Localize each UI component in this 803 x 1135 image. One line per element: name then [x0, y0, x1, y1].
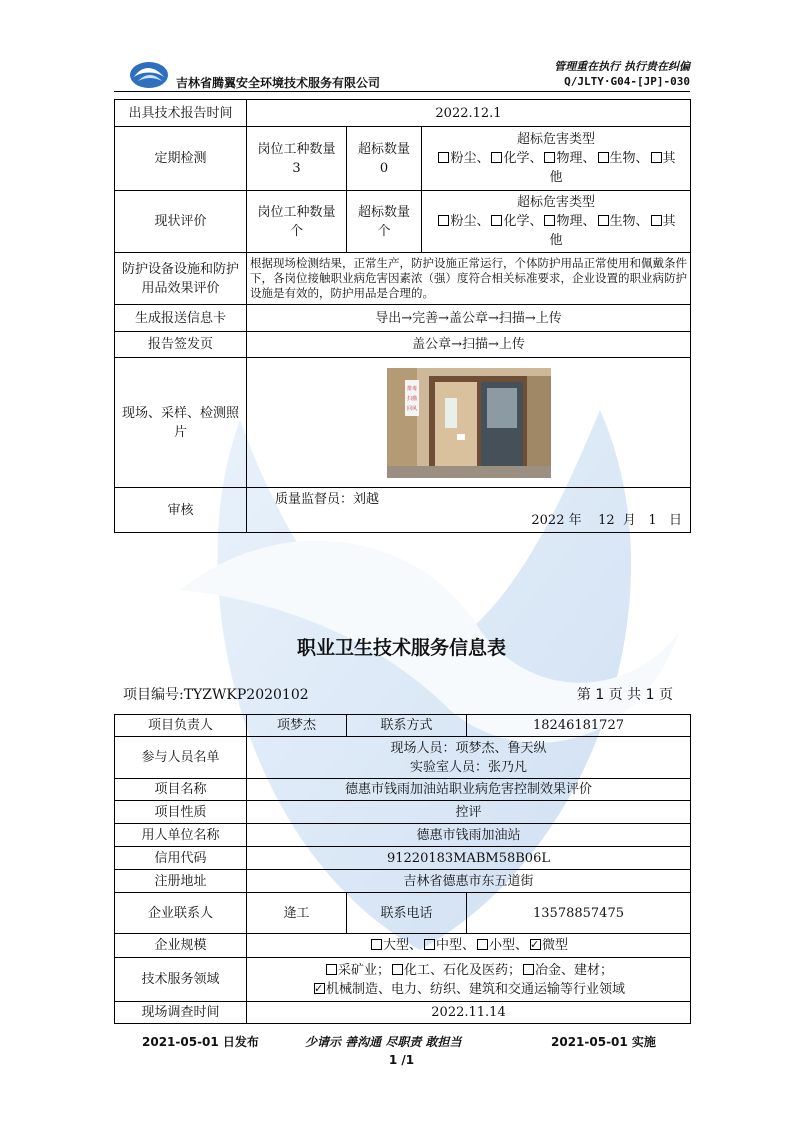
report-time-value: 2022.12.1 — [247, 100, 691, 127]
survey-value: 2022.11.14 — [247, 1002, 691, 1024]
credit-label: 信用代码 — [115, 847, 247, 870]
hazard-option: 粉尘、 — [450, 214, 490, 229]
table-row — [115, 824, 691, 847]
checkbox-icon[interactable] — [438, 215, 449, 226]
photos-cell — [247, 358, 691, 488]
service-info-table — [114, 714, 691, 1024]
report-time-label: 出具技术报告时间 — [115, 100, 247, 127]
hazard-option: 其 — [662, 214, 676, 229]
over-label: 超标数量 — [357, 141, 410, 157]
hazard-title: 超标危害类型 — [516, 195, 595, 210]
status-over — [347, 191, 422, 253]
checkbox-icon[interactable] — [523, 964, 534, 975]
hazard-option: 生物、 — [609, 151, 649, 166]
site-photo — [387, 368, 551, 478]
checkbox-icon[interactable] — [371, 939, 382, 950]
checkbox-icon[interactable] — [598, 215, 609, 226]
header-rule — [114, 91, 690, 92]
protection-label: 防护设备设施和防护用品效果评价 — [115, 253, 247, 305]
lab-members: 实验室人员：张乃凡 — [409, 759, 527, 775]
employer-label: 用人单位名称 — [115, 824, 247, 847]
document-code: Q/JLTY·G04-[JP]-030 — [564, 75, 690, 88]
page-info: 第 1 页 共 1 页 — [576, 687, 673, 703]
posts-value: 3 — [292, 160, 301, 176]
photo-sign-line: 排毒 — [406, 385, 417, 392]
credit-value: 91220183MABM58B06L — [247, 847, 691, 870]
ent-contact-label: 企业联系人 — [115, 893, 247, 934]
table-row — [115, 958, 691, 1002]
footer-motto: 少请示 善沟通 尽职责 敢担当 — [305, 1035, 462, 1049]
hazard-title: 超标危害类型 — [516, 132, 595, 147]
periodic-label: 定期检测 — [115, 127, 247, 191]
table-row — [115, 127, 691, 191]
checkbox-icon[interactable] — [651, 152, 662, 163]
table-row — [115, 305, 691, 332]
checkbox-icon[interactable] — [326, 964, 337, 975]
checkbox-icon[interactable] — [544, 215, 555, 226]
status-label: 现状评价 — [115, 191, 247, 253]
checkbox-icon[interactable] — [651, 215, 662, 226]
field-label: 技术服务领域 — [115, 958, 247, 1002]
table-row — [115, 253, 691, 305]
sign-page-value: 盖公章→扫描→上传 — [247, 332, 691, 358]
checkbox-icon[interactable] — [424, 939, 435, 950]
status-hazards — [422, 191, 691, 253]
hazard-option: 物理、 — [556, 151, 596, 166]
checkbox-icon[interactable] — [544, 152, 555, 163]
photo-sign-line: 扫描 — [406, 395, 417, 402]
table-row — [115, 191, 691, 253]
implement-date: 2021-05-01 实施 — [551, 1035, 656, 1049]
info-card-label: 生成报送信息卡 — [115, 305, 247, 332]
site-members: 现场人员：项梦杰、鲁天纵 — [390, 740, 547, 756]
info-card-value: 导出→完善→盖公章→扫描→上传 — [247, 305, 691, 332]
posts-label: 岗位工种数量 — [257, 204, 336, 220]
periodic-over — [347, 127, 422, 191]
checkbox-icon[interactable] — [491, 215, 502, 226]
members-label: 参与人员名单 — [115, 737, 247, 779]
checked-checkbox-icon[interactable] — [314, 983, 325, 994]
table-row — [115, 488, 691, 533]
table-row — [115, 100, 691, 127]
phone-value: 13578857475 — [467, 893, 691, 934]
table-row — [115, 847, 691, 870]
checkbox-icon[interactable] — [491, 152, 502, 163]
checkbox-icon[interactable] — [477, 939, 488, 950]
field-option: 机械制造、电力、纺织、建筑和交通运输等行业领域 — [325, 981, 625, 997]
leader-label: 项目负责人 — [115, 715, 247, 737]
over-label: 超标数量 — [357, 204, 410, 220]
table-row — [115, 870, 691, 893]
hazard-option: 化学、 — [503, 151, 543, 166]
photos-label: 现场、采样、检测照片 — [115, 358, 247, 488]
employer-value: 德惠市钱雨加油站 — [247, 824, 691, 847]
project-name-label: 项目名称 — [115, 779, 247, 801]
hazard-options — [425, 149, 687, 168]
audit-label: 审核 — [115, 488, 247, 533]
checkbox-icon[interactable] — [392, 964, 403, 975]
project-name-value: 德惠市钱雨加油站职业病危害控制效果评价 — [247, 779, 691, 801]
table-row — [115, 715, 691, 737]
audit-cell — [247, 488, 691, 533]
quality-supervisor: 质量监督员：刘越 — [275, 492, 380, 507]
report-summary-table — [114, 99, 691, 533]
field-option: 化工、石化及医药； — [403, 962, 521, 978]
hazard-option: 物理、 — [556, 214, 596, 229]
table-row — [115, 893, 691, 934]
scale-option: 小型、 — [489, 938, 529, 953]
address-label: 注册地址 — [115, 870, 247, 893]
table-row — [115, 332, 691, 358]
hazard-options — [425, 212, 687, 231]
checked-checkbox-icon[interactable] — [530, 939, 541, 950]
page-number: 1 /1 — [388, 1053, 415, 1067]
table-row — [115, 1002, 691, 1024]
protection-text: 根据现场检测结果，正常生产，防护设施正常运行，个体防护用品正常使用和佩戴条件下，各岗位接触职业病危害因素浓（强）度符合相关标准要求，企业设置的职业病防护设施是有效的，防护用品是合理的。 — [247, 253, 691, 305]
over-value: 0 — [379, 160, 389, 176]
nature-value: 控评 — [247, 801, 691, 824]
scale-label: 企业规模 — [115, 934, 247, 958]
hazard-option: 化学、 — [503, 214, 543, 229]
company-name: 吉林省腾翼安全环境技术服务有限公司 — [176, 76, 381, 90]
leader-value: 项梦杰 — [247, 715, 347, 737]
field-option: 采矿业； — [337, 962, 390, 978]
ent-contact-value: 逄工 — [247, 893, 347, 934]
hazard-option: 粉尘、 — [450, 151, 490, 166]
scale-option: 微型 — [542, 938, 569, 953]
field-option: 冶金、建材； — [535, 962, 614, 978]
project-number: 项目编号:TYZWKP2020102 — [123, 687, 309, 703]
hazard-tail: 他 — [549, 233, 563, 248]
posts-label: 岗位工种数量 — [257, 141, 336, 157]
hazard-option: 生物、 — [609, 214, 649, 229]
release-date: 2021-05-01 日发布 — [142, 1035, 259, 1049]
periodic-posts — [247, 127, 347, 191]
members-value — [247, 737, 691, 779]
scale-options — [247, 934, 691, 958]
table-row — [115, 934, 691, 958]
scale-option: 大型、 — [382, 938, 422, 953]
table-row — [115, 801, 691, 824]
over-value: 个 — [377, 223, 391, 239]
periodic-hazards — [422, 127, 691, 191]
table-row — [115, 779, 691, 801]
photo-sign-line: 回风 — [406, 405, 417, 412]
contact-value: 18246181727 — [467, 715, 691, 737]
phone-label: 联系电话 — [347, 893, 467, 934]
table-row — [115, 737, 691, 779]
nature-label: 项目性质 — [115, 801, 247, 824]
checkbox-icon[interactable] — [598, 152, 609, 163]
hazard-tail: 他 — [549, 170, 563, 185]
status-posts — [247, 191, 347, 253]
hazard-option: 其 — [662, 151, 676, 166]
contact-label: 联系方式 — [347, 715, 467, 737]
posts-value: 个 — [289, 223, 303, 239]
form-title: 职业卫生技术服务信息表 — [296, 637, 506, 659]
checkbox-icon[interactable] — [438, 152, 449, 163]
header-slogan: 管理重在执行 执行贵在纠偏 — [554, 60, 690, 73]
survey-label: 现场调查时间 — [115, 1002, 247, 1024]
audit-date: 2022 年 12 月 1 日 — [531, 513, 682, 528]
table-row — [115, 358, 691, 488]
field-options — [247, 958, 691, 1002]
sign-page-label: 报告签发页 — [115, 332, 247, 358]
scale-option: 中型、 — [435, 938, 475, 953]
address-value: 吉林省德惠市东五道街 — [247, 870, 691, 893]
company-logo — [128, 55, 170, 91]
